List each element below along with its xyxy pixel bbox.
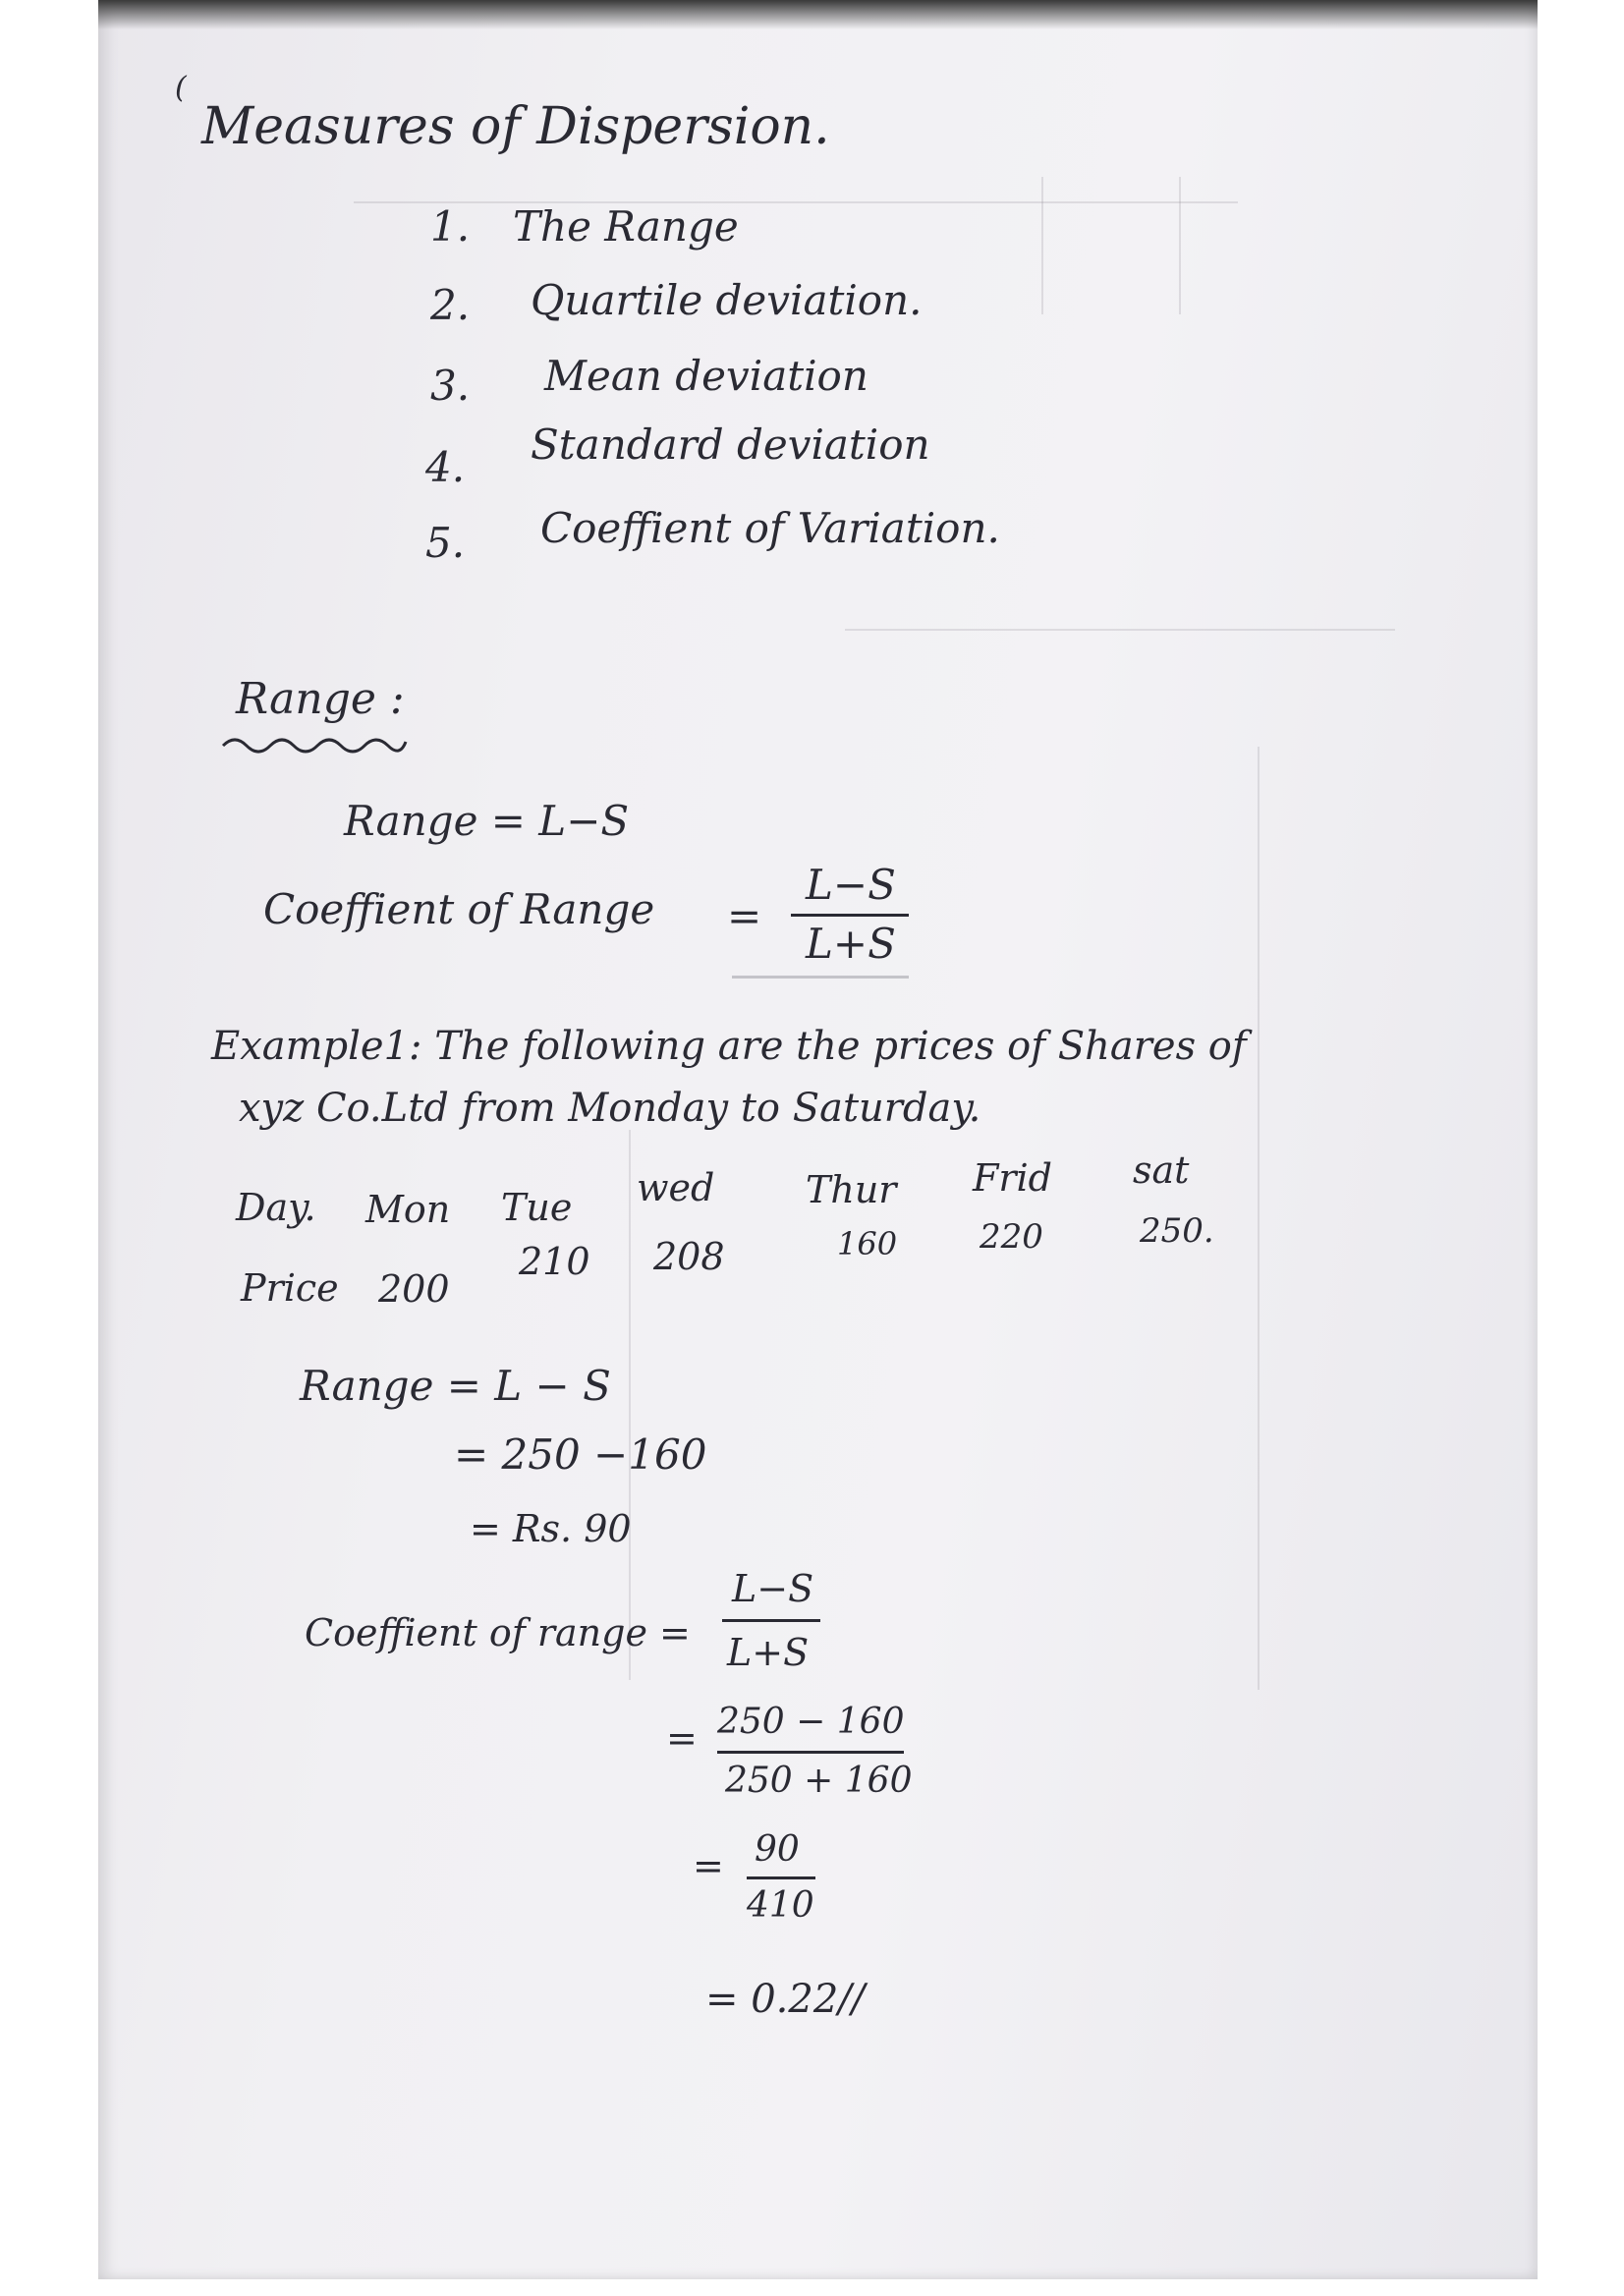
price-cell: 220 bbox=[980, 1217, 1043, 1257]
list-item: Standard deviation bbox=[531, 420, 930, 469]
day-label: Day. bbox=[236, 1186, 316, 1229]
margin-mark: ( bbox=[175, 71, 187, 105]
underline bbox=[732, 976, 909, 979]
price-cell: 208 bbox=[653, 1235, 725, 1278]
coeff-range-denominator: L+S bbox=[806, 920, 896, 968]
list-item-number: 5. bbox=[425, 519, 466, 567]
fraction-bar bbox=[722, 1619, 820, 1622]
coeff-range-label: Coeffient of Range bbox=[263, 885, 655, 933]
bleed-line bbox=[1179, 177, 1181, 314]
list-item-number: 3. bbox=[430, 362, 471, 410]
background-left bbox=[0, 0, 98, 2296]
price-cell: 160 bbox=[837, 1225, 898, 1262]
coeff-range-numerator: L−S bbox=[806, 861, 896, 909]
calc-range-line2: = 250 −160 bbox=[454, 1430, 707, 1479]
list-item: Quartile deviation. bbox=[531, 276, 923, 324]
price-cell: 250. bbox=[1140, 1211, 1214, 1251]
calc-step1-numerator: 250 − 160 bbox=[717, 1702, 905, 1742]
bleed-line bbox=[1041, 177, 1043, 314]
day-cell: Mon bbox=[365, 1188, 451, 1231]
page-title: Measures of Dispersion. bbox=[201, 97, 830, 156]
price-label: Price bbox=[241, 1266, 339, 1310]
calc-step2-numerator: 90 bbox=[755, 1829, 800, 1870]
fraction-bar bbox=[791, 914, 909, 917]
bleed-line bbox=[629, 1130, 631, 1680]
day-cell: wed bbox=[637, 1166, 715, 1209]
list-item: The Range bbox=[513, 202, 739, 251]
day-cell: Thur bbox=[806, 1168, 897, 1211]
calc-range-line3: = Rs. 90 bbox=[470, 1507, 632, 1550]
range-heading: Range : bbox=[236, 674, 405, 724]
calc-step2-denominator: 410 bbox=[747, 1885, 814, 1926]
calc-coeff-numerator: L−S bbox=[732, 1567, 814, 1610]
example-text-line2: xyz Co.Ltd from Monday to Saturday. bbox=[239, 1086, 981, 1131]
calc-step2-equals: = bbox=[693, 1844, 724, 1887]
list-item: Coeffient of Variation. bbox=[540, 504, 1000, 552]
coeff-range-equals: = bbox=[727, 892, 762, 940]
bleed-line bbox=[354, 201, 1238, 203]
calc-coeff-label: Coeffient of range = bbox=[305, 1611, 691, 1654]
day-cell: Frid bbox=[973, 1156, 1053, 1200]
bleed-line bbox=[845, 629, 1395, 631]
list-item-number: 2. bbox=[430, 281, 471, 329]
page-top-shadow bbox=[98, 0, 1538, 29]
day-cell: Tue bbox=[501, 1186, 573, 1229]
notebook-page bbox=[98, 0, 1538, 2279]
list-item-number: 4. bbox=[425, 443, 466, 491]
calc-result: = 0.22// bbox=[705, 1977, 866, 2022]
price-cell: 210 bbox=[519, 1240, 590, 1283]
price-cell: 200 bbox=[378, 1267, 450, 1311]
calc-coeff-denominator: L+S bbox=[727, 1631, 810, 1674]
list-item: Mean deviation bbox=[544, 352, 868, 400]
fraction-bar bbox=[747, 1876, 815, 1879]
list-item-number: 1. bbox=[430, 202, 471, 251]
calc-step1-denominator: 250 + 160 bbox=[725, 1761, 913, 1801]
fraction-bar bbox=[717, 1751, 904, 1754]
example-text-line1: Example1: The following are the prices of Shares of bbox=[211, 1024, 1247, 1069]
heading-underline bbox=[221, 732, 408, 756]
calc-range-line1: Range = L − S bbox=[300, 1362, 611, 1410]
range-formula: Range = L−S bbox=[344, 797, 630, 845]
calc-step1-equals: = bbox=[666, 1716, 698, 1760]
bleed-line bbox=[1258, 747, 1260, 1690]
background-right bbox=[1538, 0, 1624, 2296]
day-cell: sat bbox=[1133, 1148, 1190, 1192]
